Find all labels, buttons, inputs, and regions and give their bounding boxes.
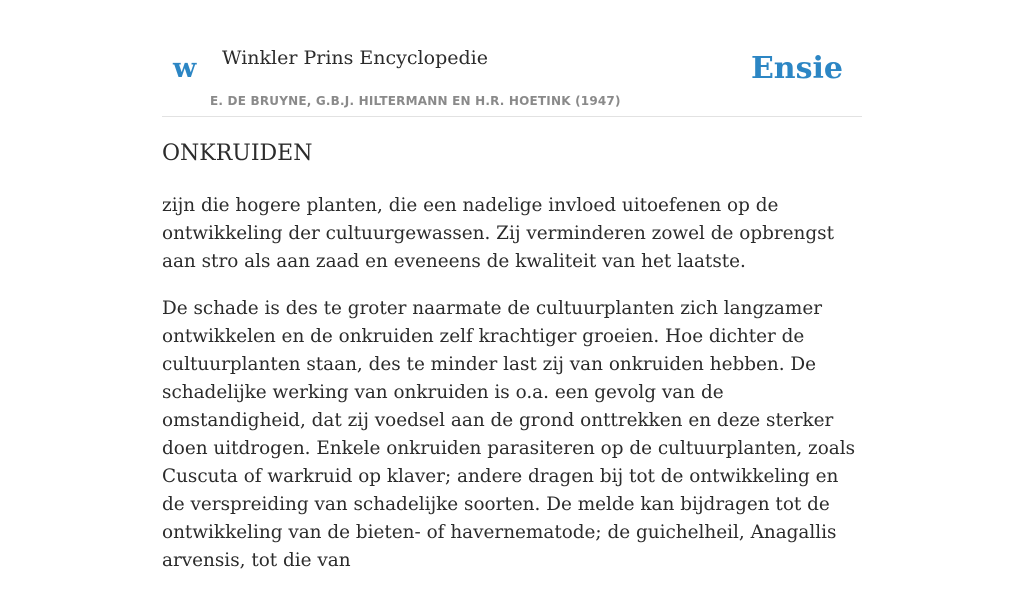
ensie-logo[interactable]: Ensie [750,51,843,86]
entry-content [162,192,862,594]
winkler-prins-logo[interactable]: w [173,53,197,84]
site-title[interactable]: Winkler Prins Encyclopedie [222,47,488,69]
site-header [162,0,862,117]
paragraph-1: zijn die hogere planten, die een nadelige invloed uitoefenen op de ontwikkeling der cultuurgewassen. Zij verminderen zowel de opbrengst aan stro als aan zaad en eveneens de kwaliteit van het laatste. [162,195,834,272]
authors-byline: E. DE BRUYNE, G.B.J. HILTERMANN EN H.R. HOETINK (1947) [210,94,621,108]
entry-title: ONKRUIDEN [162,141,313,166]
paragraph-2: De schade is des te groter naarmate de cultuurplanten zich langzamer ontwikkelen en de onkruiden zelf krachtiger groeien. Hoe dichter de cultuurplanten staan, des te minder last zij van onkruiden hebben. De schadelijke werking van onkruiden is o.a. een gevolg van de omstandigheid, dat zij voedsel aan de grond onttrekken en deze sterker doen uitdrogen. Enkele onkruiden parasiteren op de cultuurplanten, zoals Cuscuta of warkruid op klaver; andere dragen bij tot de ontwikkeling en de verspreiding van schadelijke soorten. De melde kan bijdragen tot de ontwikkeling van de bieten- of havernematode; de guichelheil, Anagallis arvensis, tot die van [162,298,856,571]
page [162,0,862,571]
